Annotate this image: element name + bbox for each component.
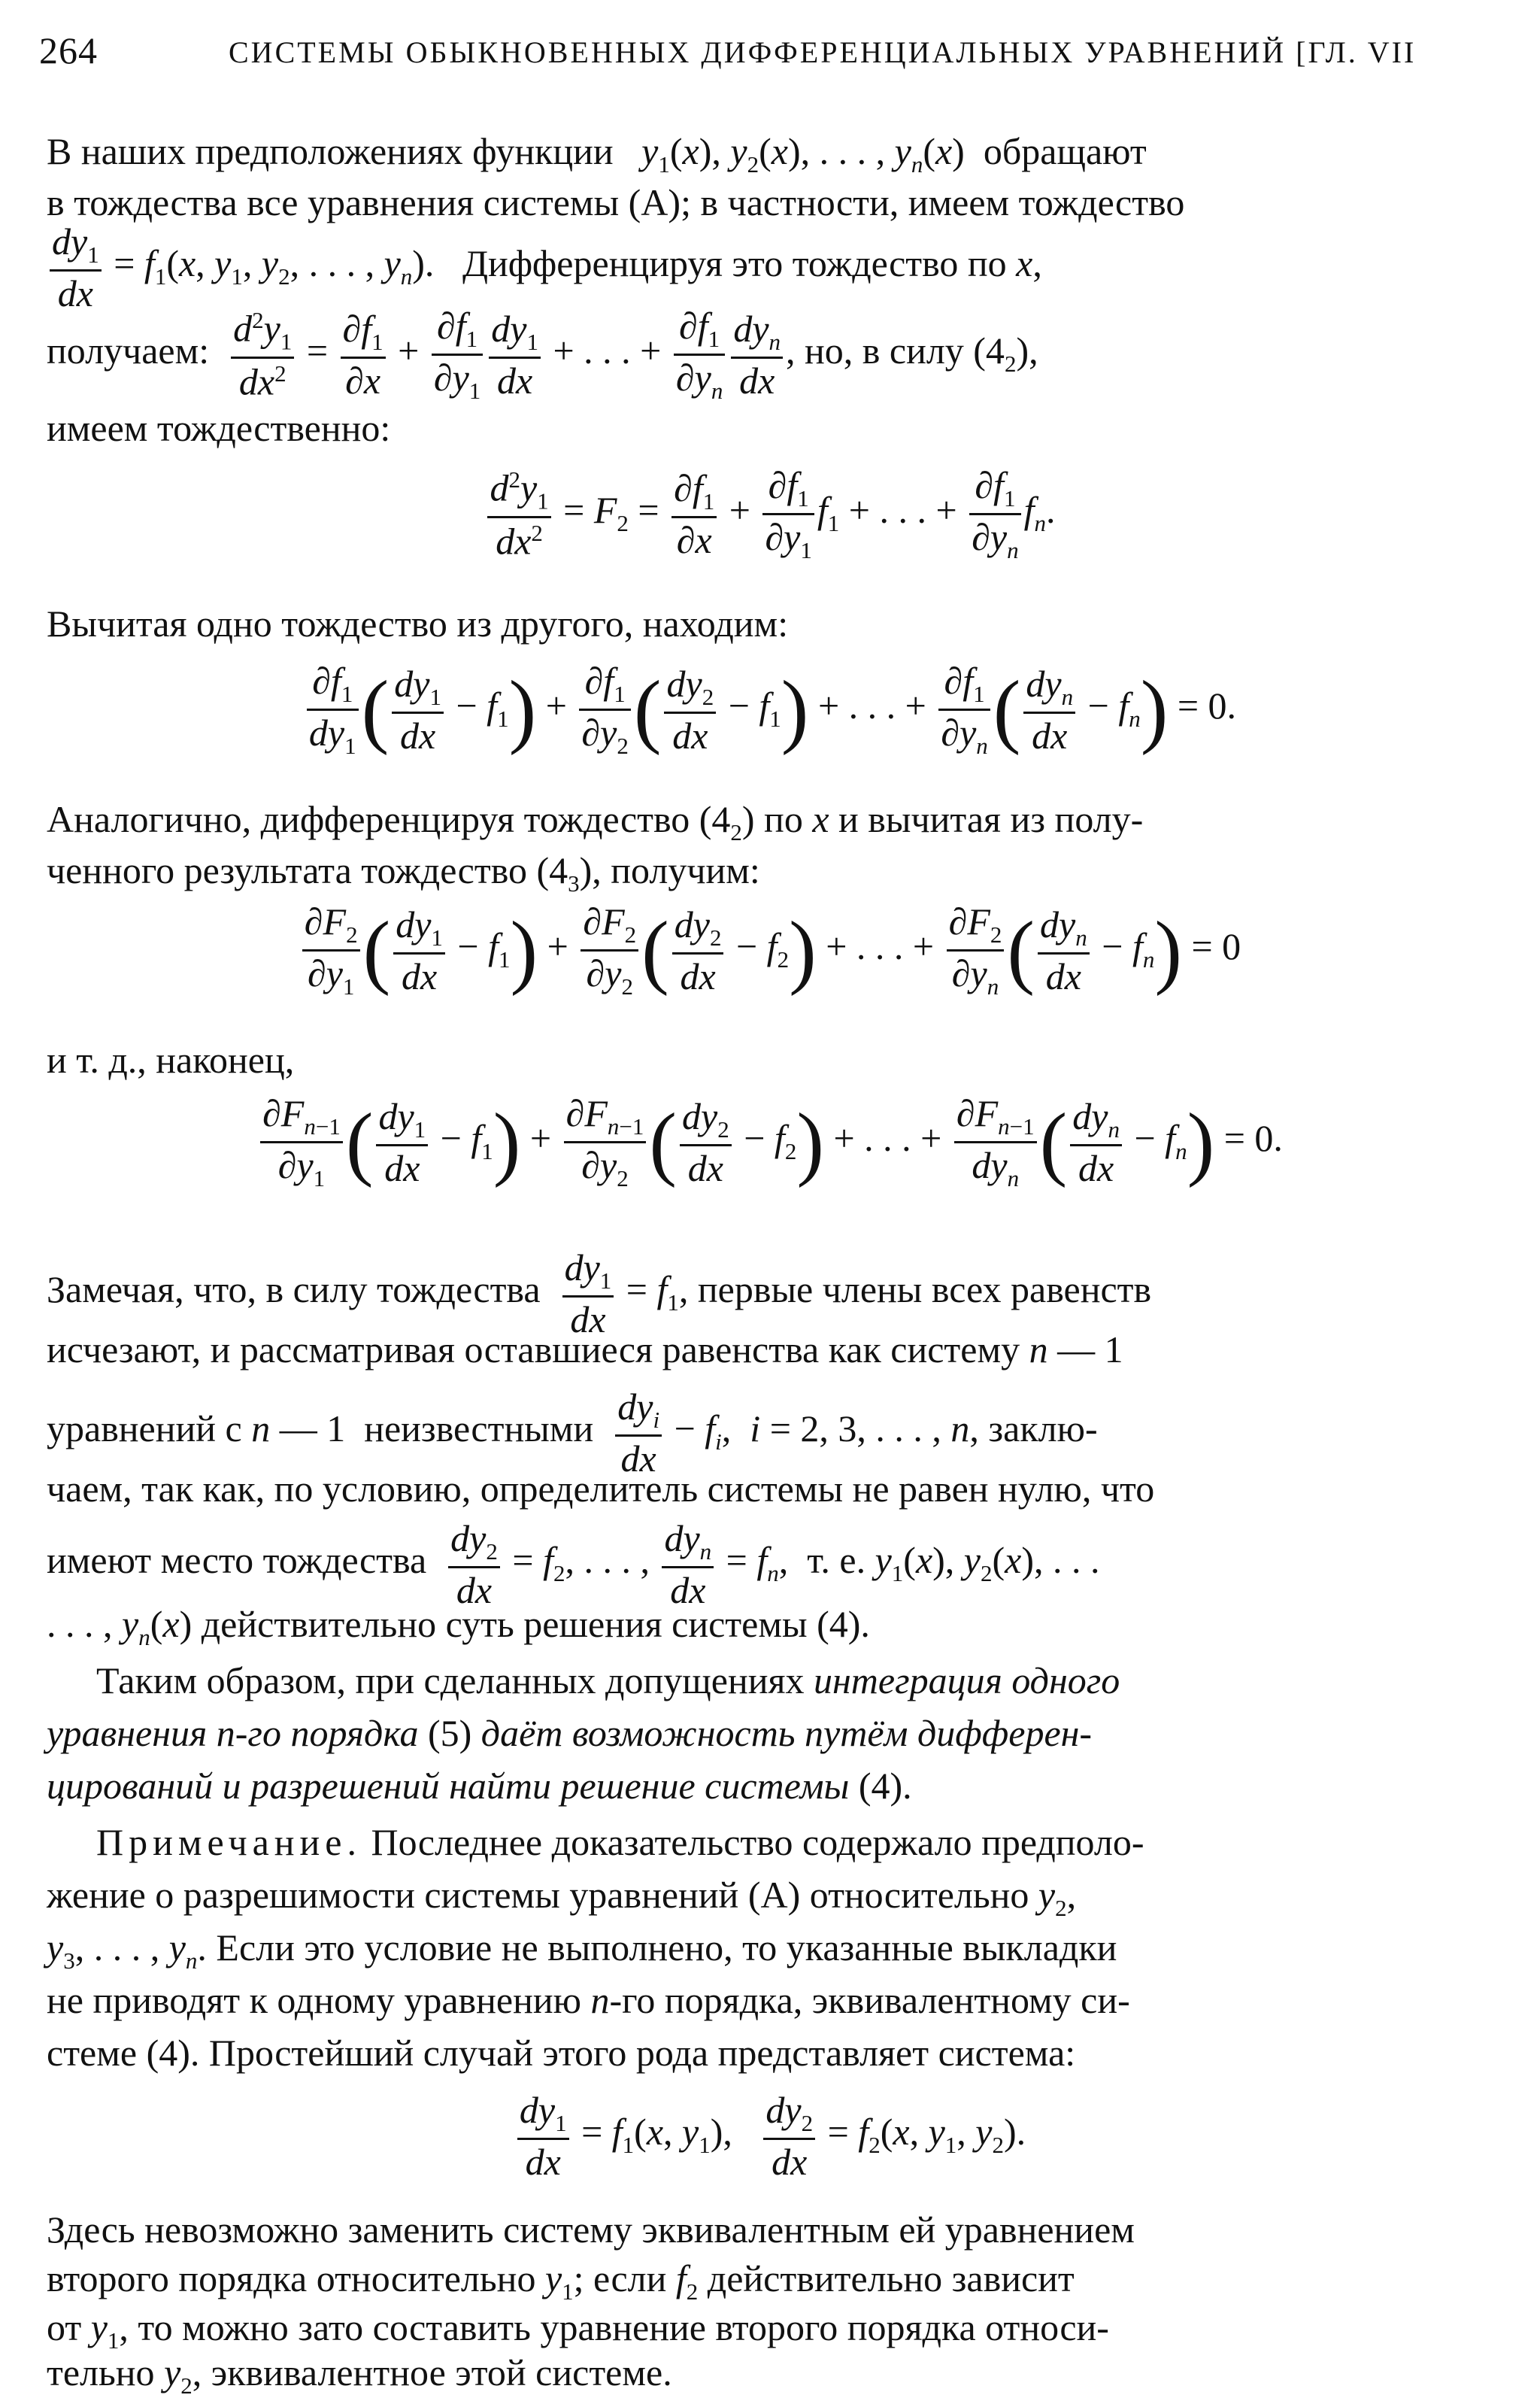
para7-line1	[96, 1820, 1498, 1864]
para1-line3: $\frac{dy_1}{dx}$ = $f_1(x$, $y_1$, $y_2$, . . . , $y_n$). Дифференцируя это тождество по x,	[47, 223, 1498, 312]
text: ) по	[741, 798, 803, 840]
fraction: $\frac{dy_1}{dx}$	[50, 223, 102, 312]
para6-line3	[47, 1764, 1498, 1808]
remark-heading: Примечание.	[96, 1821, 362, 1863]
text: исчезают, и рассматривая оставшиеся равенства как систему	[47, 1328, 1020, 1370]
page-number: 264	[39, 29, 98, 71]
text: т. е.	[807, 1538, 866, 1581]
emphasis: интеграция одного	[813, 1659, 1120, 1701]
text: жение о разрешимости системы уравнений (А) относительно	[47, 1874, 1029, 1916]
text: -го порядка, эквивалентному си-	[609, 1979, 1130, 2021]
running-title: СИСТЕМЫ ОБЫКНОВЕННЫХ ДИФФЕРЕНЦИАЛЬНЫХ УРАВНЕНИЙ [ГЛ. VII	[229, 35, 1417, 69]
equation-3: $\frac{\partial F_2}{\partial y_1}$ ( $\frac{dy_1}{dx}$ − $f_1$) + $\frac{\partial F_2}{\partial y_2}$ ( $\frac{dy_2}{dx}$ − $f_2$) + . . . + $\frac{\partial F_2}{\partial y_n}$ ( $dy_n$ dx − $f_n) = 0$	[0, 903, 1540, 998]
para5-line1: Замечая, что, в силу тождества $\frac{dy_1}{dx}$ = $f_1$, первые члены всех равенств	[47, 1246, 1152, 1340]
para1-line5: имеем тождественно:	[47, 407, 391, 449]
equation-4: $\frac{\partial F_{n-1}}{\partial y_1}$ ( $\frac{dy_1}{dx}$ − $f_1$) + $\frac{\partial F_{n-1}}{\partial y_2}$ ( $\frac{dy_2}{dx}$ − $f_2$) + . . . + $\partial F_{n-1}$ $dy_n$ ( $dy_n$ dx − $f_n) = 0$.	[0, 1094, 1540, 1190]
para1-line1: В наших предположениях функции $y_1(x)$, $y_2(x)$, . . . , $y_n(x)$ обращают	[47, 130, 1147, 178]
para8-line1: Здесь невозможно заменить систему эквивалентным ей уравнением	[47, 2208, 1135, 2251]
text: , заклю-	[969, 1407, 1098, 1449]
text: получаем:	[47, 329, 210, 372]
para5-line2: исчезают, и рассматривая оставшиеся равенства как систему n — 1	[47, 1328, 1123, 1370]
para1-line2: в тождества все уравнения системы (А); в частности, имеем тождество	[47, 181, 1185, 223]
text: тельно	[47, 2351, 155, 2393]
text: имеют место тождества	[47, 1538, 427, 1581]
text: Замечая, что, в силу тождества	[47, 1267, 541, 1310]
text: (4).	[858, 1765, 912, 1807]
text: действительно суть решения системы (4).	[201, 1603, 870, 1645]
running-header	[39, 29, 1513, 81]
para5-line5: имеют место тождества $\frac{dy_2}{dx}$ = $f_2$, . . . , $dy_n$ dx = $f_n$, т. е. $y_1(x)$, $y_2(x)$, . . .	[47, 1517, 1100, 1611]
para7-line2: жение о разрешимости системы уравнений (А) относительно $y_2$,	[47, 1874, 1077, 1921]
para8-line3: от $y_1$, то можно зато составить уравнение второго порядка относи-	[47, 2306, 1109, 2354]
para5-line4: чаем, так как, по условию, определитель системы не равен нулю, что	[47, 1468, 1155, 1510]
emphasis: уравнения n-го порядка	[47, 1712, 419, 1754]
text: Таким образом, при сделанных допущениях	[96, 1659, 805, 1701]
text: Последнее доказательство содержало предполо-	[371, 1821, 1144, 1863]
text: ченного результата тождество (4	[47, 849, 568, 891]
text: , то можно зато составить уравнение второго порядка относи-	[119, 2306, 1109, 2348]
para2: Вычитая одно тождество из другого, находим:	[47, 603, 789, 645]
text: первые члены всех равенств	[697, 1267, 1152, 1310]
equation-1: $\frac{d^2y_1}{dx^2}$ = $F_2$ = $\frac{\partial f_1}{\partial x}$ + $\frac{\partial f_1}{\partial y_1}$ $f_1$ + . . . + $\frac{\partial f_1}{\partial y_n}$ $f_n$.	[0, 466, 1540, 562]
text: Дифференцируя это тождество по	[462, 241, 1007, 284]
para1-line4: получаем: $\frac{d^2y_1}{dx^2}$ = $\frac{\partial f_1}{\partial x}$ + $\frac{\partial f_1}{\partial y_1}$ $\frac{dy_1}{dx}$ + . . . + $\frac{\partial f_1}{\partial y_n}$ $dy_n$ dx , но, в силу $(4_2)$,	[47, 305, 1038, 404]
para8-line4: тельно $y_2$, эквивалентное этой системе.	[47, 2351, 672, 2399]
equation-5: $\frac{dy_1}{dx}$ = $f_1(x$, $y_1$), $\frac{dy_2}{dx}$ = $f_2(x$, $y_1$, $y_2$).	[0, 2091, 1540, 2181]
para4: и т. д., наконец,	[47, 1039, 295, 1081]
text: , но, в силу (4	[786, 329, 1005, 372]
text: второго порядка относительно	[47, 2257, 536, 2299]
text: В наших предположениях функции	[47, 130, 614, 172]
para6-line1	[96, 1659, 1498, 1702]
para5-line3: уравнений с n — 1 неизвестными $dy_i$ dx − $f_i$, i = 2, 3, . . . , n, заклю-	[47, 1386, 1098, 1480]
text: не приводят к одному уравнению	[47, 1979, 581, 2021]
text: неизвестными	[364, 1407, 594, 1449]
text: ; если	[573, 2257, 667, 2299]
text: Аналогично, дифференцируя тождество (4	[47, 798, 731, 840]
para8-line2: второго порядка относительно $y_1$; если $f_2$ действительно зависит	[47, 2257, 1075, 2305]
para3-line2: ченного результата тождество $(4_3)$, получим:	[47, 849, 760, 897]
text: от	[47, 2306, 82, 2348]
para7-line5: стеме (4). Простейший случай этого рода представляет система:	[47, 2032, 1076, 2074]
text: ),	[1016, 329, 1038, 372]
para7-line4: не приводят к одному уравнению n-го порядка, эквивалентному си-	[47, 1979, 1130, 2021]
para5-line6: . . . , $y_n(x)$ действительно суть решения системы (4).	[47, 1603, 870, 1650]
emphasis: цирований и разрешений найти решение системы	[47, 1765, 850, 1807]
text: (5)	[427, 1712, 472, 1754]
para3-line1: Аналогично, дифференцируя тождество $(4_2)$ по x и вычитая из полу-	[47, 798, 1144, 845]
equation-2: $\frac{\partial f_1}{dy_1}$ ( $\frac{dy_1}{dx}$ − $f_1$) + $\frac{\partial f_1}{\partial y_2}$ ( $\frac{dy_2}{dx}$ − $f_1$) + . . . + $\frac{\partial f_1}{\partial y_n}$ ( $dy_n$ dx − $f_n) = 0$.	[0, 662, 1540, 757]
text: . Если это условие не выполнено, то указанные выкладки	[197, 1926, 1117, 1968]
emphasis: даёт возможность путём дифферен-	[480, 1712, 1093, 1754]
text: ), получим:	[579, 849, 760, 891]
para7-line3: $y_3$, . . . , $y_n$. Если это условие не выполнено, то указанные выкладки	[47, 1926, 1117, 1974]
text: действительно зависит	[707, 2257, 1075, 2299]
text: , эквивалентное этой системе.	[192, 2351, 672, 2393]
text: и вычитая из полу-	[838, 798, 1144, 840]
text: уравнений с	[47, 1407, 242, 1449]
para6-line2	[47, 1711, 1498, 1755]
text: обращают	[983, 130, 1147, 172]
